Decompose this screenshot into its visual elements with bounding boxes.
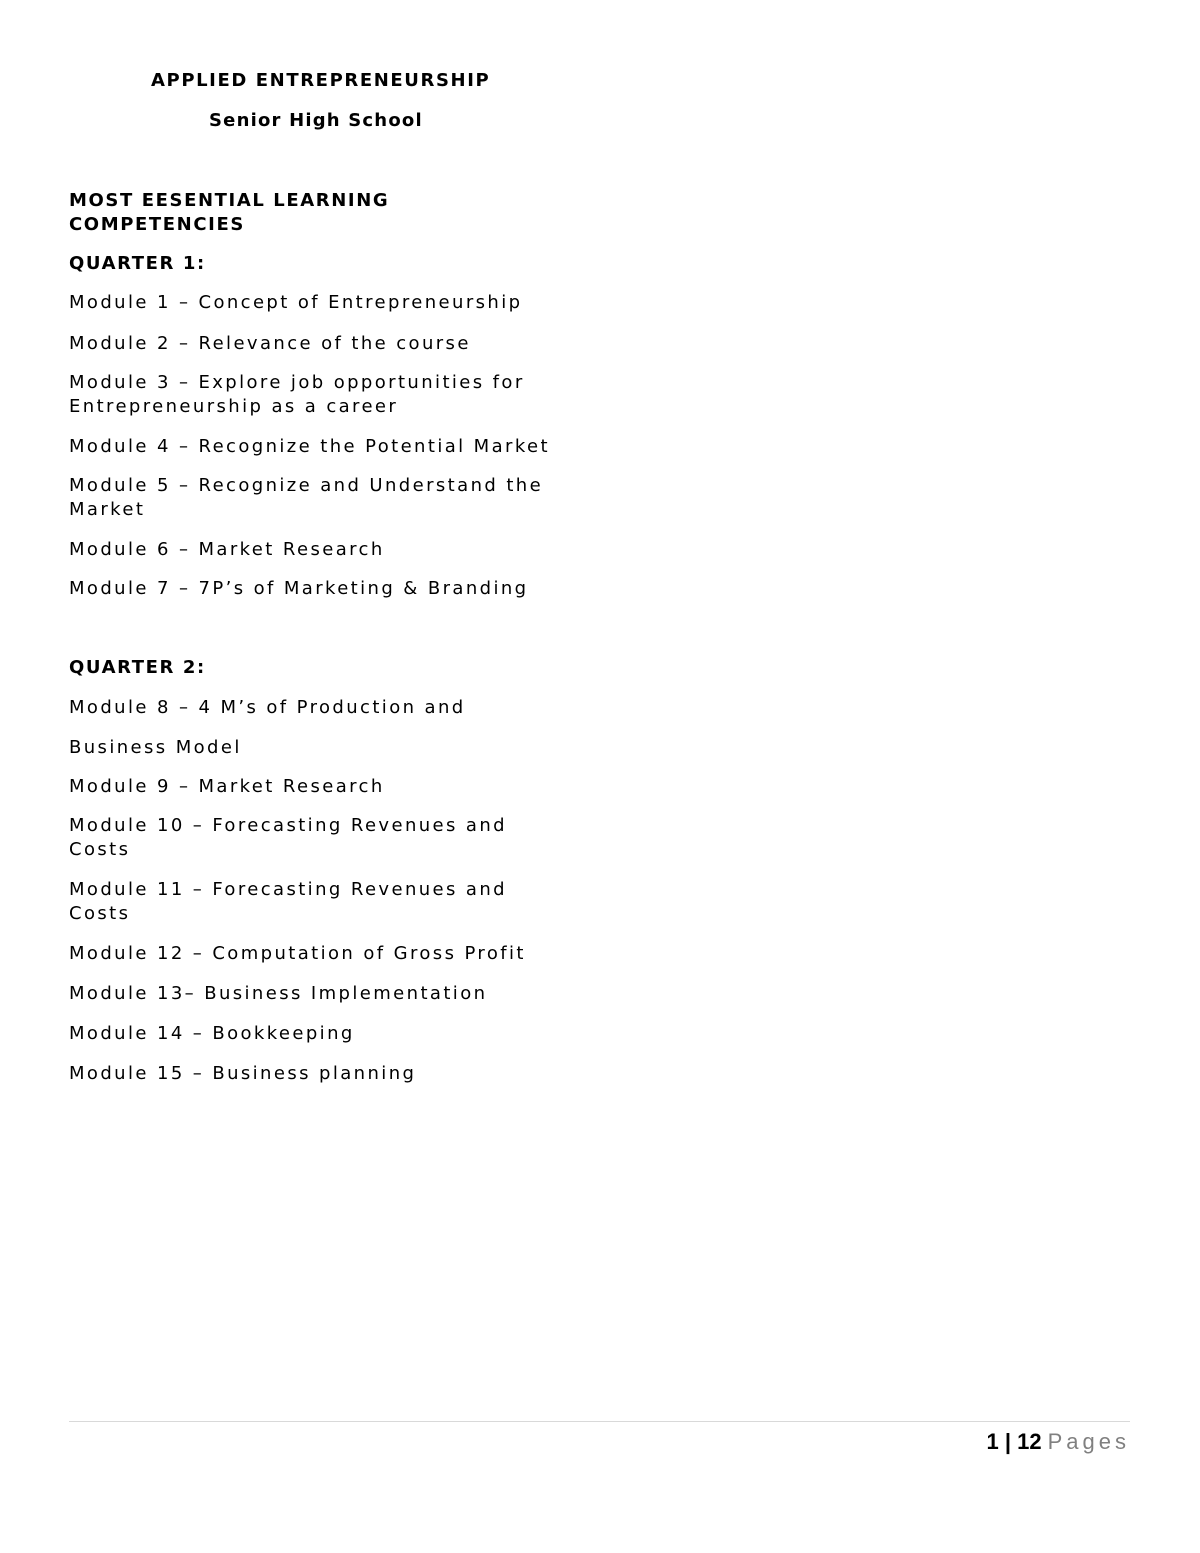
page-separator: | (1004, 1429, 1011, 1454)
quarter-2-heading: QUARTER 2: (69, 657, 206, 678)
document-subtitle: Senior High School (209, 110, 423, 131)
current-page-number: 1 (986, 1429, 999, 1454)
module-item: Module 1 – Concept of Entrepreneurship (69, 292, 523, 313)
module-item: Module 10 – Forecasting Revenues and Costs (69, 815, 507, 860)
pages-label: Pages (1047, 1429, 1130, 1454)
module-item: Module 13– Business Implementation (69, 983, 488, 1004)
total-pages-number: 12 (1017, 1429, 1042, 1454)
module-item: Module 14 – Bookkeeping (69, 1023, 355, 1044)
module-item: Module 15 – Business planning (69, 1063, 417, 1084)
module-item: Module 3 – Explore job opportunities for Entrepreneurship as a career (69, 372, 525, 417)
page-footer (986, 1429, 1130, 1455)
module-item: Module 4 – Recognize the Potential Market (69, 436, 550, 457)
module-item-continuation: Business Model (69, 737, 242, 758)
module-item: Module 5 – Recognize and Understand the Market (69, 475, 544, 520)
footer-divider (69, 1421, 1130, 1422)
document-title: APPLIED ENTREPRENEURSHIP (151, 70, 491, 91)
module-item: Module 9 – Market Research (69, 776, 385, 797)
module-item: Module 8 – 4 M’s of Production and (69, 697, 466, 718)
module-item: Module 12 – Computation of Gross Profit (69, 943, 526, 964)
module-item: Module 2 – Relevance of the course (69, 333, 471, 354)
module-item: Module 6 – Market Research (69, 539, 385, 560)
quarter-1-heading: QUARTER 1: (69, 253, 206, 274)
module-item: Module 7 – 7P’s of Marketing & Branding (69, 578, 529, 599)
module-item: Module 11 – Forecasting Revenues and Costs (69, 879, 507, 924)
section-heading: MOST EESENTIAL LEARNING COMPETENCIES (69, 190, 390, 235)
